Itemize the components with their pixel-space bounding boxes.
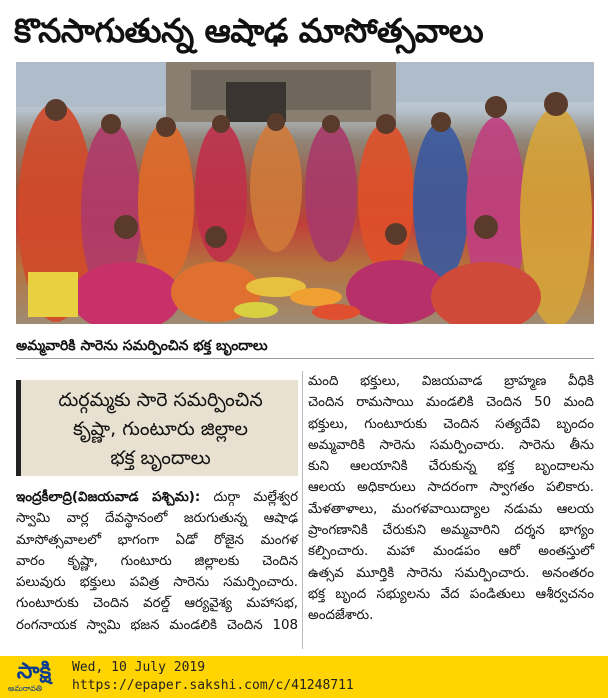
photo-illustration bbox=[16, 62, 594, 324]
column-divider bbox=[302, 371, 303, 649]
article-line: మాసోత్సవాలలో భాగంగా ఏడో రోజైన మంగళ bbox=[16, 532, 298, 548]
sakshi-logo[interactable]: సాక్షి bbox=[6, 660, 62, 694]
article-line: గుంటూరుకు చెందిన వరల్డ్ ఆర్యవైశ్య మహాసభ, bbox=[16, 596, 298, 612]
article-line: వారం కృష్ణా, గుంటూరు జిల్లాలకు చెందిన bbox=[16, 553, 298, 569]
article-line: ప్రాంగణానికి చేరుకుని అమ్మవారిని దర్శన భాగ్యం bbox=[308, 523, 594, 539]
article-line: భక్తులు, గుంటూరుకు చెందిన సత్యదేవి బృందం bbox=[308, 416, 594, 432]
photo-caption: అమ్మవారికి సారెను సమర్పించిన భక్త బృందాలు bbox=[16, 338, 268, 354]
article-line: కల్పించారు. మహా మండపం ఆరో అంతస్తులో bbox=[308, 544, 594, 560]
article-line: ఉత్సవ మూర్తికి సారెను సమర్పించారు. అనంతరం bbox=[308, 565, 594, 581]
dateline: ఇంద్రకీలాద్రి(విజయవాడ పశ్చిమ): bbox=[16, 490, 201, 505]
article-line: మేళతాళాలు, మంగళవాయిద్యాల నడుమ ఆలయ bbox=[308, 501, 594, 517]
article-line: కుని ఆలయానికి చేరుకున్న భక్త బృందాలను bbox=[308, 459, 594, 475]
article-line: అమ్మవారికి సారెను సమర్పించారు. సారెను తీను bbox=[308, 437, 594, 453]
footer-bar bbox=[0, 656, 608, 698]
article-line: మంది భక్తులు, విజయవాడ బ్రాహ్మణ వీధికి bbox=[308, 374, 594, 389]
news-photo bbox=[16, 62, 594, 324]
article-line: చెందిన రామసాయి మండలికి చెందిన 50 మంది bbox=[308, 395, 594, 411]
article-line: స్వామి వార్ల దేవస్థానంలో జరుగుతున్న ఆషాఢ bbox=[16, 511, 298, 527]
edition-date: Wed, 10 July 2019 bbox=[72, 660, 206, 675]
caption-divider bbox=[16, 358, 594, 359]
article-line: భక్త బృంద సభ్యులను వేద పండితులు ఆశీర్వచనం bbox=[308, 586, 594, 602]
subheadline-line: దుర్గమ్మకు సారె సమర్పించిన bbox=[58, 389, 263, 411]
subheadline-line: కృష్ణా, గుంటూరు జిల్లాల bbox=[73, 418, 248, 440]
article-line: పలువురు భక్తులు పవిత్ర సారెను సమర్పించారు. bbox=[16, 575, 298, 591]
article-line: దుర్గా మల్లేశ్వర bbox=[213, 490, 299, 505]
subheadline-box bbox=[16, 380, 298, 476]
article-line: అందజేశారు. bbox=[308, 608, 374, 624]
article-column-left bbox=[16, 487, 298, 636]
headline: కొనసాగుతున్న ఆషాఢ మాసోత్సవాలు bbox=[14, 11, 484, 50]
article-line: ఆలయ అధికారులు సాదరంగా స్వాగతం పలికారు. bbox=[308, 480, 594, 496]
article-column-right bbox=[308, 371, 594, 627]
logo-edition: అమరావతి bbox=[8, 684, 43, 693]
article-line: రంగనాయక స్వామి భజన మండలికి చెందిన 108 bbox=[16, 617, 298, 633]
epaper-link[interactable]: https://epaper.sakshi.com/c/41248711 bbox=[72, 678, 354, 693]
subheadline-line: భక్త బృందాలు bbox=[110, 447, 211, 469]
